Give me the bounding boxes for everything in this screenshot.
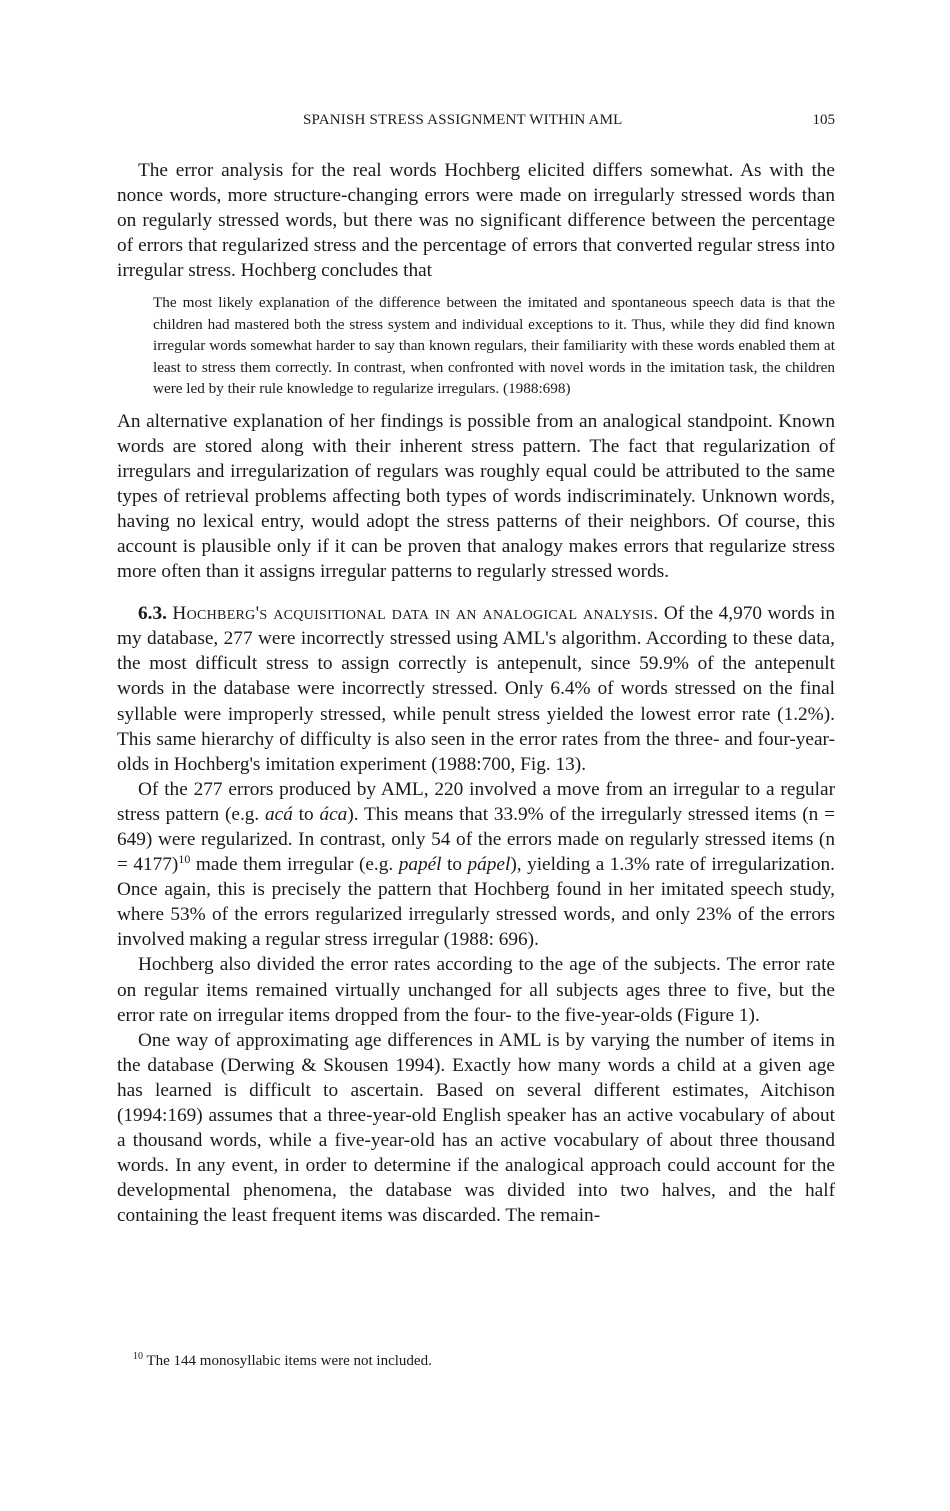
section-body: Of the 4,970 words in my database, 277 were incorrectly stressed using AML's algorithm. According to these data, the most difficult stress to assign correctly is antepenult, since 59.9% of the antepenult words in the database were incorrectly stressed. Only 6.4% of words stressed on the final syllable were improperly stressed, while penult stress yielded the lowest error rate (1.2%). This same hierarchy of difficulty is also seen in the error rates from the three- and four-year-olds in Hochberg's imitation experiment (1988:700, Fig. 13).	[117, 603, 836, 775]
section-title: Hochberg's acquisitional data in an analogical analysis.	[172, 603, 659, 625]
footnote-number: 10	[133, 1351, 143, 1362]
paragraph: The error analysis for the real words Hochberg elicited differs somewhat. As with the nonce words, more structure-changing errors were made on irregularly stressed words than on regularly stressed words, but there was no significant difference between the percentage of errors that regularized stress and the percentage of errors that converted regular stress into irregular stress. Hochberg concludes that	[117, 160, 835, 282]
example-word: acá	[265, 803, 293, 825]
example-word: pápel	[467, 854, 511, 876]
text-run: Of the 277 errors produced by AML, 220 involved a move from an irregular to a regular stress pattern (e.g.	[117, 778, 835, 825]
running-title: SPANISH STRESS ASSIGNMENT WITHIN AML	[303, 112, 623, 128]
text-run: to	[298, 803, 314, 825]
text-run: ). This means that 33.9% of the irregularly stressed items (n = 649) were regularized. In contrast, only 54 of the errors made on regularly stressed items (n = 4177)	[117, 803, 835, 876]
example-word: áca	[319, 803, 348, 825]
footnote-text: The 144 monosyllabic items were not included.	[146, 1353, 432, 1369]
page-number: 105	[812, 112, 835, 128]
paragraph: An alternative explanation of her findings is possible from an analogical standpoint. Known words are stored along with their inherent stress pattern. The fact that regularization of irregulars and irregularization of regulars was roughly equal could be attributed to the same types of retrieval problems affecting both types of words indiscriminately. Unknown words, having no lexical entry, would adopt the stress patterns of their neighbors. Of course, this account is plausible only if it can be proven that analogy makes errors that regularize stress more often than it assigns irregular patterns to regularly stressed words.	[117, 410, 835, 583]
block-quote: The most likely explanation of the difference between the imitated and spontaneous speech data is that the children had mastered both the stress system and individual exceptions to it. Thus, while they did find known irregular words somewhat harder to say than known regulars, their familiarity with these words enabled them at least to stress them correctly. In contrast, when confronted with novel words in the imitation task, the children were led by their rule knowledge to regularize irregulars. (1988:698)	[153, 294, 835, 398]
text-run: ), yielding a 1.3% rate of irregularization. Once again, this is precisely the pattern that Hochberg found in her imitated speech study, where 53% of the errors regularized irregularly stressed words, and only 23% of the errors involved making a regular stress irregular (1988: 696).	[117, 854, 835, 951]
paragraph: One way of approximating age differences in AML is by varying the number of items in the database (Derwing & Skousen 1994). Exactly how many words a child at a given age has learned is difficult to ascertain. Based on several different estimates, Aitchison (1994:169) assumes that a three-year-old English speaker has an active vocabulary of about a thousand words, while a five-year-old has an active vocabulary of about three thousand words. In any event, in order to determine if the analogical approach could account for the developmental phenomena, the database was divided into two halves, and the half containing the least frequent items was discarded. The remain-	[117, 1029, 835, 1227]
footnote-reference: 10	[178, 852, 191, 867]
body-text	[117, 158, 835, 1229]
section-paragraph	[117, 601, 835, 777]
example-word: papél	[398, 854, 442, 876]
text-run: made them irregular (e.g.	[195, 854, 394, 876]
paragraph	[117, 777, 835, 953]
section-number: 6.3.	[138, 603, 167, 625]
paragraph: Hochberg also divided the error rates according to the age of the subjects. The error rate on regular items remained virtually unchanged for all subjects ages three to five, but the error rate on irregular items dropped from the four- to the five-year-olds (Figure 1).	[117, 954, 835, 1026]
text-run: to	[447, 854, 463, 876]
footnote	[133, 1351, 833, 1371]
